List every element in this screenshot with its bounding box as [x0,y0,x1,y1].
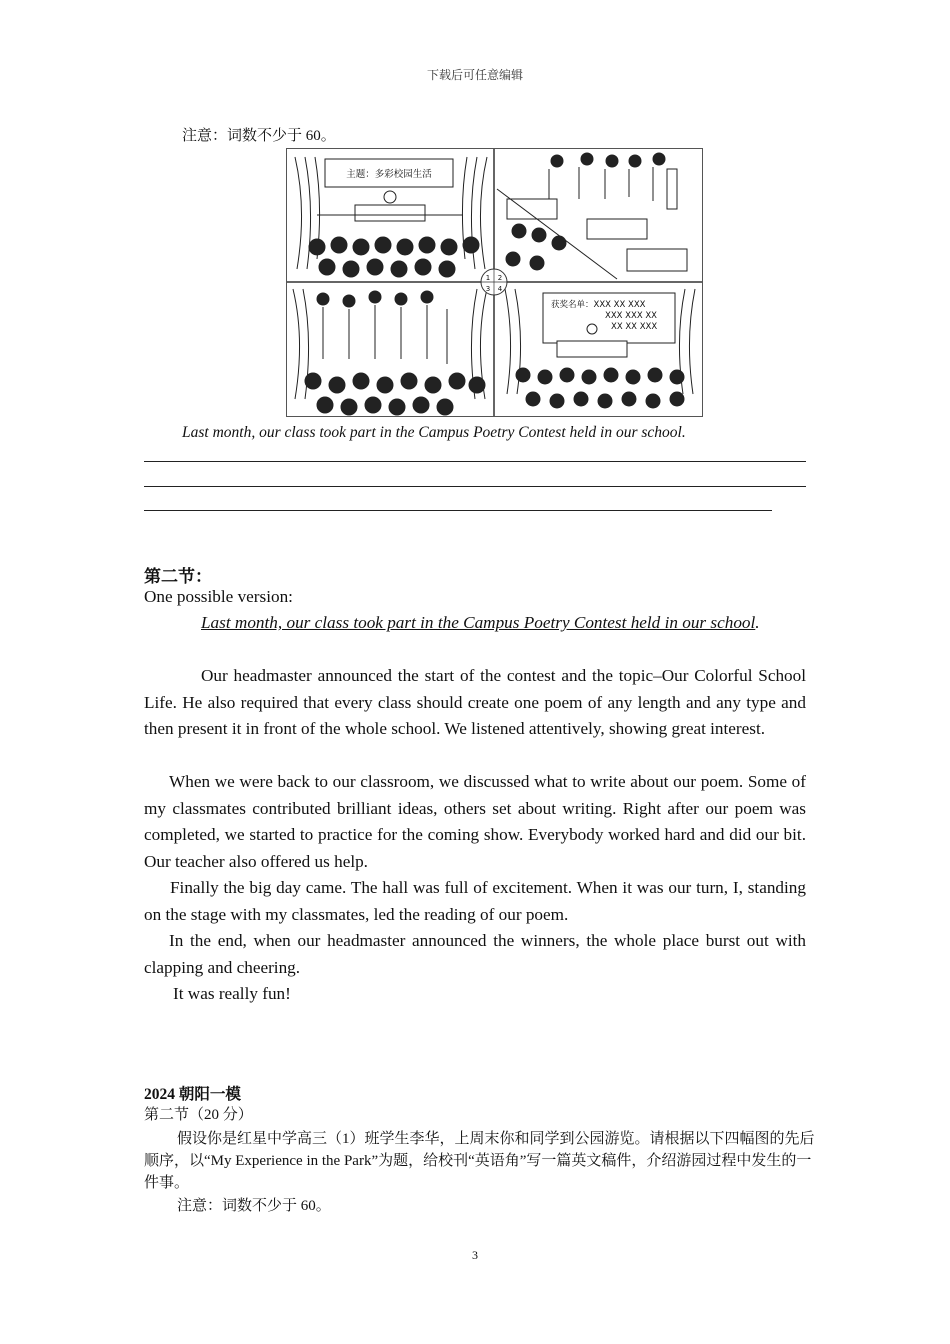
comic-figure [286,148,703,417]
paragraph-1: Our headmaster announced the start of the contest and the topic–Our Colorful School Life. He also required that every class should create one poem of any length and any type and then present it in front of the whole school. We listened attentively, showing great interest. [144,666,806,738]
panel-number-1: 1 [485,274,491,282]
version-label: One possible version: [144,587,293,606]
section-2024-subtitle: 第二节（20 分） [144,1107,253,1123]
panel-2 [497,153,687,279]
comic-illustration [287,149,702,416]
answer-line-2 [144,486,806,487]
paragraph-4: In the end, when our headmaster announced the winners, the whole place burst out with clapping and cheering. [144,931,806,977]
panel4-board-line2: XXX XXX XX [605,311,657,321]
figure-caption: Last month, our class took part in the Campus Poetry Contest held in our school. [182,424,686,441]
section-title: 第二节： [144,567,212,586]
panel-number-3: 3 [485,285,491,293]
page-number: 3 [472,1248,478,1262]
panel4-board-line1: 获奖名单：XXX XX XXX [551,300,646,310]
answer-line-3 [144,510,772,511]
panel1-banner: 主题：多彩校园生活 [346,169,432,180]
word-count-note: 注意：词数不少于 60。 [182,128,336,144]
first-sentence-text: Last month, our class took part in the Campus Poetry Contest held in our school [201,613,756,632]
panel-number-2: 2 [497,274,503,282]
answer-line-1 [144,461,806,462]
panel-number-4: 4 [497,285,503,293]
section-2024-instruction: 假设你是红星中学高三（1）班学生李华，上周末你和同学到公园游览。请根据以下四幅图的先后顺序，以“My Experience in the Park”为题，给校刊“英语角”写一篇英文稿件，介绍游园过程中发生的一件事。 [144,1131,815,1191]
first-sentence: Last month, our class took part in the Campus Poetry Contest held in our school. [201,613,760,632]
section-2024-title: 2024 朝阳一模 [144,1086,241,1103]
paragraph-2: When we were back to our classroom, we discussed what to write about our poem. Some of my classmates contributed brilliant ideas, others set about writing. Right after our poem was completed, we started to practice for the coming show. Everybody worked hard and did our bit. Our teacher also offered us help. [144,772,806,871]
paragraph-5: It was really fun! [173,984,291,1003]
panel4-board-line3: XX XX XXX [611,322,658,332]
paragraph-3: Finally the big day came. The hall was full of excitement. When it was our turn, I, standing on the stage with my classmates, led the reading of our poem. [144,878,806,924]
section-2024-note: 注意：词数不少于 60。 [177,1198,331,1214]
page-header: 下载后可任意编辑 [426,68,523,82]
panel-3 [293,289,487,415]
